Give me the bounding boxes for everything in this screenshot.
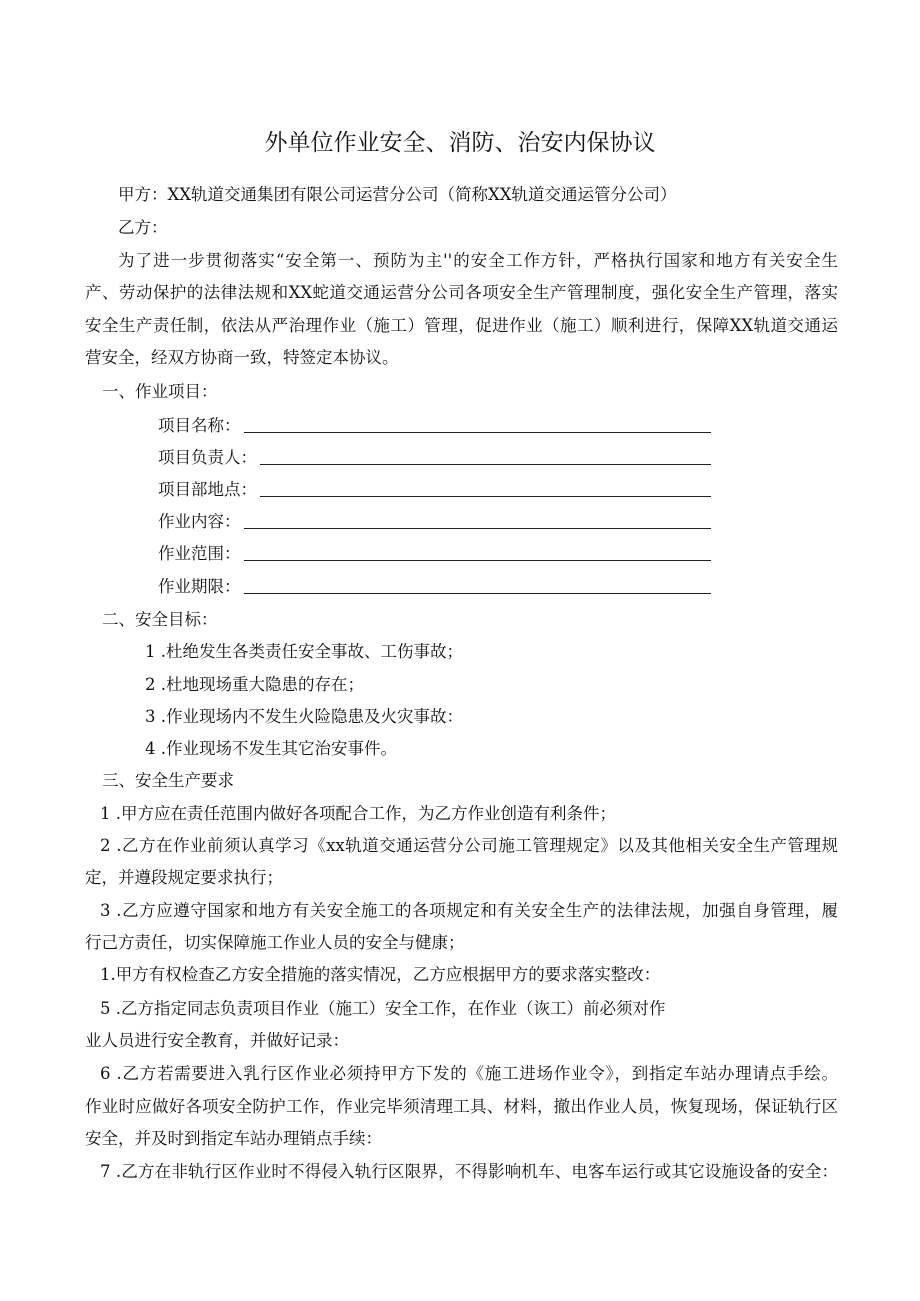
field-label: 作业范围：: [158, 544, 241, 563]
section2-heading: 二、安全目标：: [102, 610, 218, 629]
requirement-line: 行己方责任，切实保障施工作业人员的安全与健康；: [85, 933, 465, 952]
document-title: 外单位作业安全、消防、治安内保协议: [264, 130, 656, 156]
requirement-line: 作业时应做好各项安全防护工作，作业完毕须清理工具、材料，撤出作业人员，恢复现场，保证轨行区: [85, 1097, 838, 1116]
party-b: 乙方：: [118, 218, 168, 237]
party-a: 甲方：XX轨道交通集团有限公司运营分公司（简称XX轨道交通运管分公司）: [118, 185, 677, 204]
field-blank-line[interactable]: [260, 496, 711, 497]
requirement-line: 7 .乙方在非轨行区作业时不得侵入轨行区限界，不得影响机车、电客车运行或其它设施设备的安全：: [100, 1162, 838, 1181]
section1-heading: 一、作业项目：: [102, 382, 218, 401]
field-blank-line[interactable]: [244, 560, 711, 561]
field-label: 作业期限：: [158, 577, 241, 596]
goal-item: 1 .杜绝发生各类责任安全事故、工伤事故；: [145, 642, 463, 661]
requirement-line: 业人员进行安全教育，并做好记录：: [85, 1031, 349, 1050]
intro-line: 营安全，经双方协商一致，特签定本协议。: [85, 348, 399, 367]
requirement-line: 安全，并及时到指定车站办理销点手续：: [85, 1129, 382, 1148]
intro-line: 安全生产责任制，依法从严治理作业（施工）管理，促进作业（施工）顺利进行，保障XX轨道交通运: [85, 316, 838, 335]
goal-item: 4 .作业现场不发生其它治安事件。: [145, 739, 397, 758]
requirement-line: 1.甲方有权检查乙方安全措施的落实情况，乙方应根据甲方的要求落实整改：: [100, 965, 661, 984]
requirement-line: 3 .乙方应遵守国家和地方有关安全施工的各项规定和有关安全生产的法律法规，加强自身管理，履: [100, 901, 838, 920]
intro-line: 为了进一步贯彻落实“安全第一、预防为主''的安全工作方针，严格执行国家和地方有关安全生: [118, 251, 838, 270]
requirement-line: 5 .乙方指定同志负责项目作业（施工）安全工作，在作业（诙工）前必须对作: [100, 999, 666, 1018]
requirement-line: 定，并遵段规定要求执行；: [85, 868, 283, 887]
field-blank-line[interactable]: [260, 464, 711, 465]
field-label: 项目部地点：: [158, 480, 257, 499]
field-blank-line[interactable]: [244, 528, 711, 529]
field-label: 项目名称：: [158, 416, 241, 435]
field-blank-line[interactable]: [244, 593, 711, 594]
field-label: 项目负责人：: [158, 448, 257, 467]
field-label: 作业内容：: [158, 512, 241, 531]
requirement-line: 6 .乙方若需要进入乳行区作业必须持甲方下发的《施工进场作业令》，到指定车站办理请点手绘。: [100, 1064, 838, 1083]
goal-item: 3 .作业现场内不发生火险隐患及火灾事故：: [145, 707, 463, 726]
goal-item: 2 .杜地现场重大隐患的存在；: [145, 675, 364, 694]
requirement-line: 1 .甲方应在责任范围内做好各项配合工作，为乙方作业创造有利条件；: [100, 804, 616, 823]
intro-line: 产、劳动保护的法律法规和XX蛇道交通运营分公司各项安全生产管理制度，强化安全生产管理，落实: [85, 283, 838, 302]
section3-heading: 三、安全生产要求: [102, 771, 234, 790]
requirement-line: 2 .乙方在作业前须认真学习《xx轨道交通运营分公司施工管理规定》以及其他相关安全生产管理规: [100, 836, 838, 855]
field-blank-line[interactable]: [244, 432, 711, 433]
